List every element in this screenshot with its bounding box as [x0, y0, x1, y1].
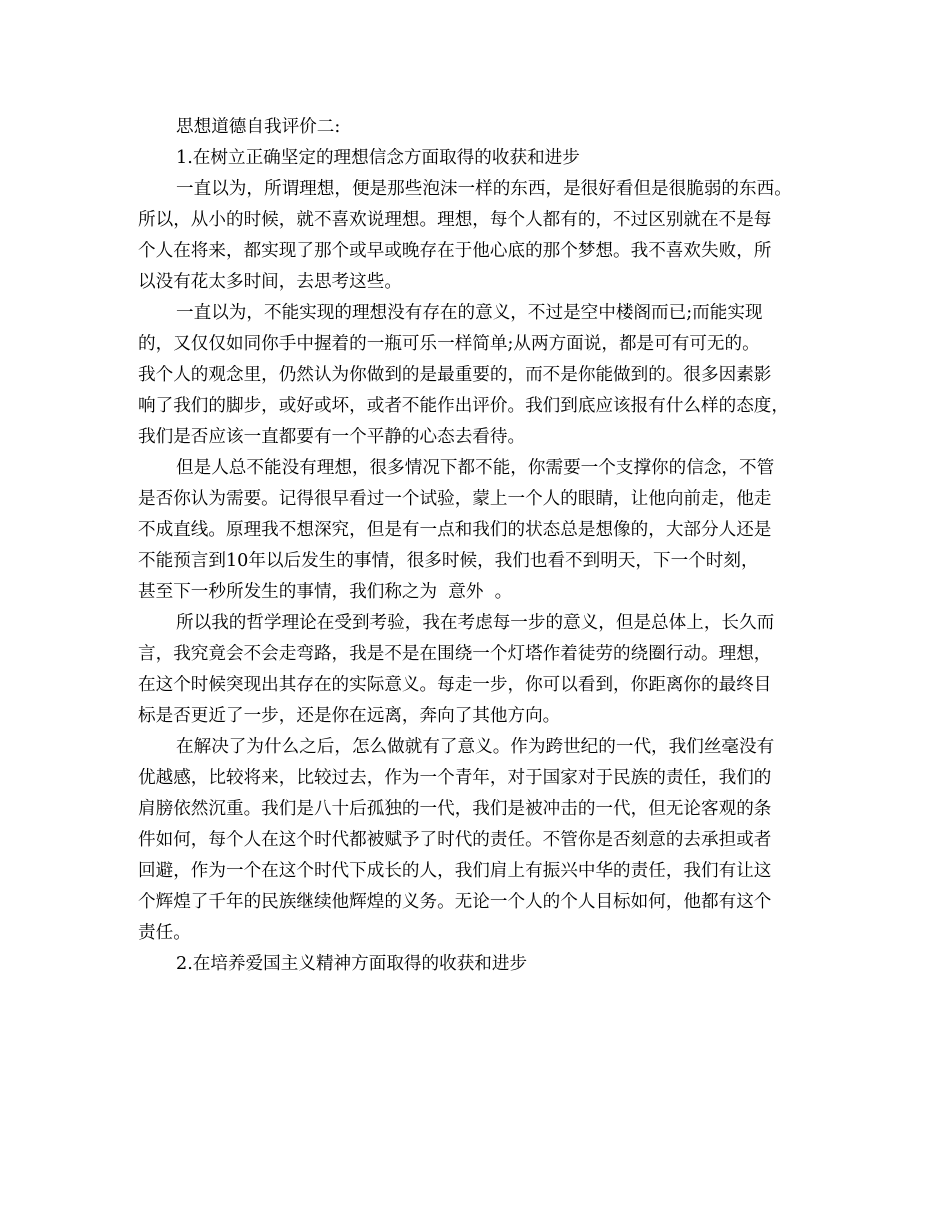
paragraph-1 [138, 174, 814, 298]
paragraph-line: 以没有花太多时间，去思考这些。 [138, 272, 402, 292]
section-1-title: 1.在树立正确坚定的理想信念方面取得的收获和进步 [176, 148, 580, 168]
paragraph-line: 一直以为，不能实现的理想没有存在的意义，不过是空中楼阁而已;而能实现 [176, 303, 763, 323]
paragraph-line: 个人在将来，都实现了那个或早或晚存在于他心底的那个梦想。我不喜欢失败，所 [138, 241, 772, 261]
paragraph-line: 责任。 [138, 923, 191, 943]
paragraph-line: 甚至下一秒所发生的事情，我们称之为 意外 。 [138, 582, 513, 602]
paragraph-line: 一直以为，所谓理想，便是那些泡沫一样的东西，是很好看但是很脆弱的东西。 [176, 179, 792, 199]
paragraph-4 [138, 608, 814, 732]
paragraph-line: 言，我究竟会不会走弯路，我是不是在围绕一个灯塔作着徒劳的绕圈行动。理想， [138, 644, 772, 664]
paragraph-line: 标是否更近了一步，还是你在远离，奔向了其他方向。 [138, 706, 561, 726]
paragraph-5 [138, 732, 814, 949]
paragraph-line: 响了我们的脚步，或好或坏，或者不能作出评价。我们到底应该报有什么样的态度， [138, 396, 789, 416]
section-2-title: 2.在培养爱国主义精神方面取得的收获和进步 [176, 954, 528, 974]
paragraph-line: 回避，作为一个在这个时代下成长的人，我们肩上有振兴中华的责任，我们有让这 [138, 861, 772, 881]
document-page [138, 112, 814, 980]
paragraph-3 [138, 453, 814, 608]
paragraph-2 [138, 298, 814, 453]
document-heading: 思想道德自我评价二: [176, 117, 341, 137]
paragraph-line: 在这个时候突现出其存在的实际意义。每走一步，你可以看到，你距离你的最终目 [138, 675, 772, 695]
paragraph-line: 我个人的观念里，仍然认为你做到的是最重要的，而不是你能做到的。很多因素影 [138, 365, 772, 385]
paragraph-line: 但是人总不能没有理想，很多情况下都不能，你需要一个支撑你的信念，不管 [176, 458, 775, 478]
paragraph-line: 优越感，比较将来，比较过去，作为一个青年，对于国家对于民族的责任，我们的 [138, 768, 772, 788]
paragraph-line: 不成直线。原理我不想深究，但是有一点和我们的状态总是想像的，大部分人还是 [138, 520, 772, 540]
paragraph-line: 在解决了为什么之后，怎么做就有了意义。作为跨世纪的一代，我们丝毫没有 [176, 737, 775, 757]
paragraph-line: 是否你认为需要。记得很早看过一个试验，蒙上一个人的眼睛，让他向前走，他走 [138, 489, 772, 509]
paragraph-line: 不能预言到10年以后发生的事情，很多时候，我们也看不到明天，下一个时刻， [138, 551, 759, 571]
paragraph-line: 个辉煌了千年的民族继续他辉煌的义务。无论一个人的个人目标如何，他都有这个 [138, 892, 772, 912]
paragraph-line: 我们是否应该一直都要有一个平静的心态去看待。 [138, 427, 526, 447]
paragraph-line: 的，又仅仅如同你手中握着的一瓶可乐一样简单;从两方面说，都是可有可无的。 [138, 334, 760, 354]
paragraph-line: 所以我的哲学理论在受到考验，我在考虑每一步的意义，但是总体上，长久而 [176, 613, 775, 633]
paragraph-line: 肩膀依然沉重。我们是八十后孤独的一代，我们是被冲击的一代，但无论客观的条 [138, 799, 772, 819]
paragraph-line: 所以，从小的时候，就不喜欢说理想。理想，每个人都有的，不过区别就在不是每 [138, 210, 772, 230]
paragraph-line: 件如何，每个人在这个时代都被赋予了时代的责任。不管你是否刻意的去承担或者 [138, 830, 772, 850]
